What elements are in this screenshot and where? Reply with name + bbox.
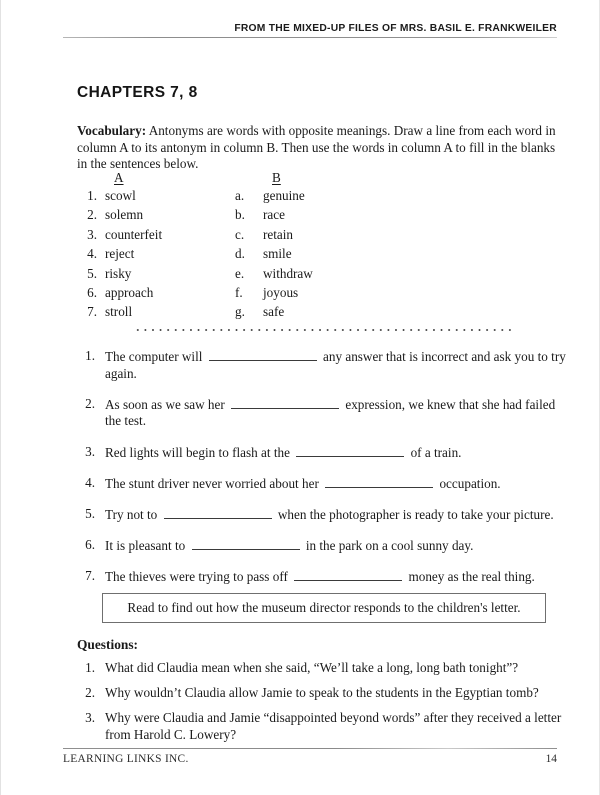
vocabulary-word-b[interactable]: genuine	[263, 188, 305, 203]
item-marker-b: c.	[235, 226, 245, 242]
list-item	[77, 506, 567, 524]
reading-prompt-text: Read to find out how the museum director responds to the children's letter.	[127, 600, 521, 615]
list-item	[77, 444, 567, 462]
question-text: Why were Claudia and Jamie “disappointed beyond words” after they received a letter from Harold C. Lowery?	[105, 710, 562, 742]
answer-blank[interactable]	[192, 537, 300, 550]
list-item	[77, 537, 567, 555]
answer-blank[interactable]	[231, 396, 339, 409]
question-text: Why wouldn’t Claudia allow Jamie to speak to the students in the Egyptian tomb?	[105, 685, 539, 701]
list-item	[77, 348, 567, 382]
sentence-text-before: The stunt driver never worried about her	[105, 475, 323, 491]
item-marker-b: e.	[235, 265, 245, 281]
item-marker-b: f.	[235, 284, 243, 300]
sentence-text-after: occupation.	[436, 475, 501, 491]
list-item	[77, 475, 567, 493]
vocabulary-word-a[interactable]: approach	[105, 284, 154, 300]
fill-in-the-blank-sentences	[77, 348, 567, 600]
item-marker-a: 6.	[87, 284, 97, 300]
list-item	[77, 685, 573, 702]
sentence-text-before: It is pleasant to	[105, 538, 189, 554]
answer-blank[interactable]	[294, 568, 402, 581]
vocabulary-word-a[interactable]: reject	[105, 246, 135, 262]
table-row	[77, 285, 547, 304]
table-row	[77, 304, 547, 323]
question-text: What did Claudia mean when she said, “We’ll take a long, long bath tonight”?	[105, 660, 519, 675]
sentence-text-after: money as the real thing.	[405, 569, 535, 585]
sentence-text-after: any answer that is incorrect and ask you to try again.	[105, 349, 566, 381]
item-number: 2.	[85, 685, 95, 701]
sentence-text-before: The thieves were trying to pass off	[105, 569, 292, 585]
sentence-text-after: when the photographer is ready to take your picture.	[274, 506, 554, 522]
item-marker-a: 1.	[87, 188, 97, 203]
item-number: 4.	[85, 474, 95, 490]
column-a-header: A	[114, 170, 124, 185]
running-header-title: FROM THE MIXED-UP FILES OF MRS. BASIL E. FRANKWEILER	[234, 23, 557, 34]
column-headers	[77, 170, 547, 188]
item-marker-b: d.	[235, 246, 245, 262]
vocabulary-word-b[interactable]: safe	[263, 304, 285, 320]
item-marker-a: 3.	[87, 226, 97, 242]
item-marker-a: 4.	[87, 246, 97, 262]
vocabulary-word-a[interactable]: risky	[105, 265, 132, 281]
list-item	[77, 660, 573, 677]
answer-blank[interactable]	[209, 348, 317, 361]
answer-blank[interactable]	[164, 506, 272, 519]
table-row	[77, 227, 547, 246]
dotted-divider	[134, 327, 512, 333]
reading-prompt-box	[102, 593, 546, 623]
list-item	[77, 396, 567, 430]
answer-blank[interactable]	[325, 475, 433, 488]
publisher-name: LEARNING LINKS INC.	[63, 753, 189, 765]
item-number: 2.	[85, 395, 95, 411]
vocabulary-word-b[interactable]: smile	[263, 246, 292, 262]
item-marker-a: 2.	[87, 207, 97, 223]
page-number: 14	[545, 753, 557, 765]
sentence-text-after: expression, we knew that she had failed the test.	[105, 396, 556, 429]
page-title: CHAPTERS 7, 8	[77, 84, 198, 101]
item-number: 3.	[85, 443, 95, 459]
item-number: 1.	[85, 660, 95, 675]
vocabulary-word-b[interactable]: race	[263, 207, 285, 223]
questions-list	[77, 660, 573, 752]
table-row	[77, 266, 547, 285]
vocabulary-label: Vocabulary:	[77, 123, 147, 138]
item-marker-a: 7.	[87, 304, 97, 320]
vocabulary-word-a[interactable]: solemn	[105, 207, 144, 223]
vocabulary-instruction-text: Antonyms are words with opposite meanings. Draw a line from each word in column A to its antonym in column B. Then use the words in column A to fill in the blanks in the sentences below.	[77, 123, 556, 172]
item-marker-b: b.	[235, 207, 245, 223]
vocabulary-matching-columns	[77, 170, 547, 324]
vocabulary-word-b[interactable]: withdraw	[263, 265, 313, 281]
vocabulary-word-a[interactable]: counterfeit	[105, 226, 163, 242]
sentence-text-after: in the park on a cool sunny day.	[302, 538, 474, 554]
page-footer	[63, 753, 557, 765]
answer-blank[interactable]	[296, 444, 404, 457]
vocabulary-instructions	[77, 123, 565, 173]
footer-divider-rule	[63, 748, 557, 749]
table-row	[77, 246, 547, 265]
item-number: 3.	[85, 710, 95, 726]
questions-heading: Questions:	[77, 637, 139, 652]
column-b-header: B	[272, 170, 281, 185]
table-row	[77, 207, 547, 226]
sentence-text-before: The computer will	[105, 349, 206, 364]
list-item	[77, 710, 573, 743]
sentence-text-after: of a train.	[407, 444, 462, 460]
running-header	[63, 22, 557, 42]
list-item	[77, 568, 567, 586]
vocabulary-word-b[interactable]: joyous	[263, 284, 299, 300]
header-divider-rule	[63, 37, 557, 38]
sentence-text-before: As soon as we saw her	[105, 396, 229, 412]
table-row	[77, 188, 547, 207]
vocabulary-rows	[77, 188, 547, 324]
vocabulary-word-b[interactable]: retain	[263, 226, 294, 242]
item-marker-b: g.	[235, 304, 245, 320]
vocabulary-word-a[interactable]: scowl	[105, 188, 136, 203]
sentence-text-before: Try not to	[105, 506, 161, 522]
item-number: 5.	[85, 505, 95, 521]
item-number: 6.	[85, 537, 95, 553]
vocabulary-word-a[interactable]: stroll	[105, 304, 133, 320]
item-number: 1.	[85, 348, 95, 363]
sentence-text-before: Red lights will begin to flash at the	[105, 444, 294, 460]
item-number: 7.	[85, 568, 95, 584]
item-marker-b: a.	[235, 188, 245, 203]
item-marker-a: 5.	[87, 265, 97, 281]
